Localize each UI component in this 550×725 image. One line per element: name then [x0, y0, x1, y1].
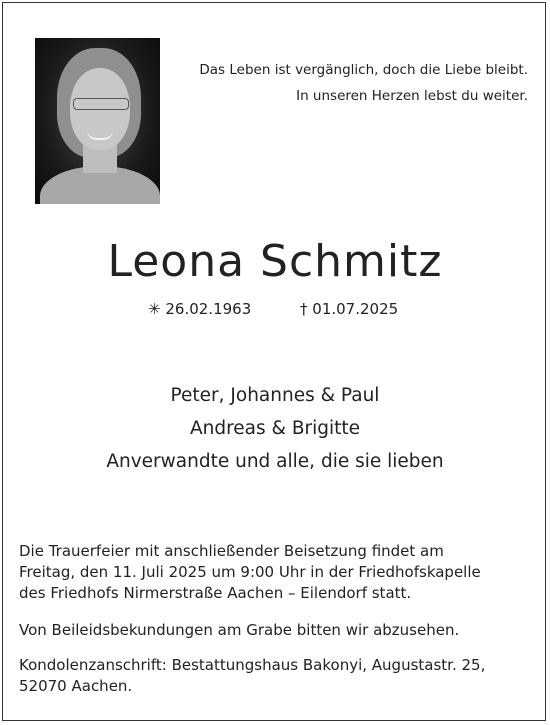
death-date-group: [300, 300, 398, 318]
portrait-photo: [35, 38, 160, 204]
ceremony-line-2: Freitag, den 11. Juli 2025 um 9:00 Uhr in der Friedhofskapelle: [19, 563, 481, 581]
quote-line-1: Das Leben ist vergänglich, doch die Liebe bleibt.: [199, 62, 528, 78]
family-line-2: Andreas & Brigitte: [189, 418, 361, 439]
death-date: 01.07.2025: [312, 300, 399, 318]
deceased-name: Leona Schmitz: [107, 236, 443, 287]
ceremony-line-3: des Friedhofs Nirmerstraße Aachen – Eilendorf statt.: [19, 584, 412, 602]
ceremony-line-1: Die Trauerfeier mit anschließender Beisetzung findet am: [19, 542, 444, 560]
condolence-note: Von Beileidsbekundungen am Grabe bitten wir abzusehen.: [19, 621, 460, 639]
family-line-1: Peter, Johannes & Paul: [170, 385, 380, 406]
address-paragraph: [19, 655, 485, 697]
portrait-glasses: [73, 98, 129, 110]
birth-date-group: [148, 300, 251, 318]
quote-line-2: In unseren Herzen lebst du weiter.: [296, 88, 528, 104]
address-line-2: 52070 Aachen.: [19, 677, 133, 695]
ceremony-paragraph: [19, 541, 481, 604]
address-line-1: Kondolenzanschrift: Bestattungshaus Bakonyi, Augustastr. 25,: [19, 656, 486, 674]
family-line-3: Anverwandte und alle, die sie lieben: [106, 451, 444, 472]
birth-date: 26.02.1963: [165, 300, 252, 318]
birth-star-icon: ✳: [148, 300, 161, 318]
death-cross-icon: †: [300, 300, 308, 318]
